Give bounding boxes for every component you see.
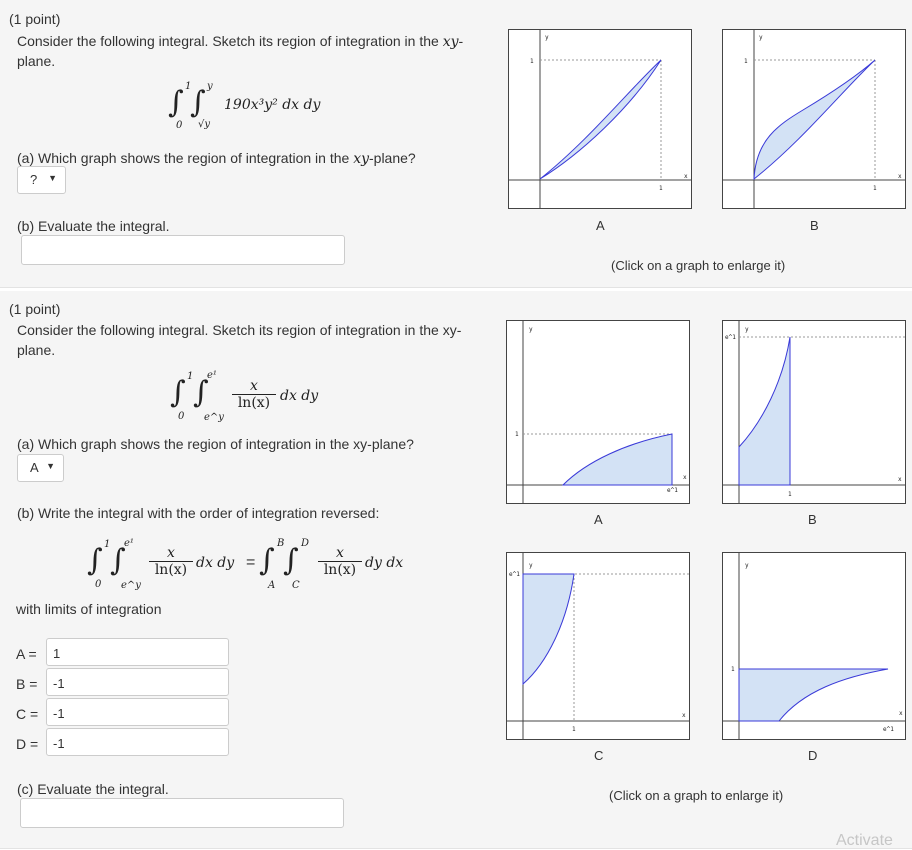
problem-2-part-b: (b) Write the integral with the order of integration reversed: bbox=[17, 505, 380, 521]
chevron-down-icon: ▼ bbox=[46, 461, 55, 471]
problem-1-enlarge-note: (Click on a graph to enlarge it) bbox=[611, 258, 786, 273]
problem-2-limits-label: with limits of integration bbox=[16, 601, 162, 617]
x-axis-label: x bbox=[898, 173, 902, 180]
limit-d-input[interactable]: -1 bbox=[46, 728, 229, 756]
problem-1-panel: (1 point) Consider the following integral. Sketch its region of integration in the xy- plane. ∫ 1 0 ∫ y √y 190x³y² dx dy (a) Which graph shows the region of integration in the xy-plane? ? ▼ (b) Evaluate the integral. y 1 1 x A y 1 1 x B (Click on a graph to enlarge it) bbox=[0, 0, 912, 288]
limit-c-label: C = bbox=[16, 706, 39, 722]
problem-1-graph-b[interactable] bbox=[722, 29, 906, 209]
problem-1-graph-a-label: A bbox=[596, 218, 605, 233]
problem-2-graph-a-label: A bbox=[594, 512, 603, 527]
svg-text:x: x bbox=[899, 710, 903, 717]
chevron-down-icon: ▼ bbox=[48, 173, 57, 183]
problem-1-prompt-line2: plane. bbox=[17, 53, 56, 69]
svg-text:y: y bbox=[745, 562, 749, 569]
svg-text:x: x bbox=[898, 476, 902, 483]
y-axis-label: y bbox=[759, 34, 763, 41]
problem-2-graph-c[interactable] bbox=[506, 552, 690, 740]
problem-2-panel: (1 point) Consider the following integral. Sketch its region of integration in the xy- plane. ∫ 1 0 ∫ e¹ e^y $\frac{x}{\ln(x)}$ dx dy (a) Which graph shows the region of integration in the xy-plane? A ▼ (b) Write the integral with the order of integration reversed: ∫ 1 0 ∫ e¹ e^y $\frac{x}{\ln(x)}$ dx dy = ∫ B A ∫ D C $\frac{x}{\ln(x)}$ dy dx with limits of integration A = 1 B = -1 C = -1 D = -1 (c) Evaluate the integral. y 1 e^1 x A y e^1 1 x B y e^1 1 x C y 1 e^1 x D (Click on a graph to enlarge it) bbox=[0, 291, 912, 849]
problem-2-graph-a[interactable] bbox=[506, 320, 690, 504]
problem-2-enlarge-note: (Click on a graph to enlarge it) bbox=[609, 788, 784, 803]
problem-2-part-a: (a) Which graph shows the region of integration in the xy-plane? bbox=[17, 436, 414, 452]
x-tick-label: 1 bbox=[659, 185, 663, 192]
x-axis-label: x bbox=[684, 173, 688, 180]
problem-1-prompt: Consider the following integral. Sketch its region of integration in the xy- bbox=[17, 33, 464, 50]
y-axis-label: y bbox=[545, 34, 549, 41]
svg-text:e^1: e^1 bbox=[725, 334, 736, 341]
problem-1-graph-b-label: B bbox=[810, 218, 819, 233]
problem-1-answer-input[interactable] bbox=[21, 235, 345, 265]
problem-2-graph-select[interactable]: A ▼ bbox=[17, 454, 64, 482]
svg-text:e^1: e^1 bbox=[509, 571, 520, 578]
limit-b-input[interactable]: -1 bbox=[46, 668, 229, 696]
limit-b-label: B = bbox=[16, 676, 38, 692]
svg-text:e^1: e^1 bbox=[667, 487, 678, 494]
problem-2-answer-input[interactable] bbox=[20, 798, 344, 828]
problem-1-graph-select[interactable]: ? ▼ bbox=[17, 166, 66, 194]
x-tick-label: 1 bbox=[873, 185, 877, 192]
problem-1-graph-a[interactable] bbox=[508, 29, 692, 209]
svg-text:1: 1 bbox=[515, 431, 519, 438]
problem-2-graph-b[interactable] bbox=[722, 320, 906, 504]
problem-2-graph-b-label: B bbox=[808, 512, 817, 527]
problem-2-graph-c-label: C bbox=[594, 748, 604, 763]
svg-text:x: x bbox=[683, 474, 687, 481]
limit-d-label: D = bbox=[16, 736, 39, 752]
svg-text:1: 1 bbox=[731, 666, 735, 673]
limit-a-input[interactable]: 1 bbox=[46, 638, 229, 666]
svg-text:1: 1 bbox=[788, 491, 792, 498]
limit-c-input[interactable]: -1 bbox=[46, 698, 229, 726]
svg-text:x: x bbox=[682, 712, 686, 719]
svg-text:y: y bbox=[745, 326, 749, 333]
problem-2-part-c: (c) Evaluate the integral. bbox=[17, 781, 169, 797]
y-tick-label: 1 bbox=[744, 58, 748, 65]
limit-a-label: A = bbox=[16, 646, 37, 662]
problem-1-points: (1 point) bbox=[9, 11, 61, 27]
problem-2-prompt-line2: plane. bbox=[17, 342, 56, 358]
svg-text:e^1: e^1 bbox=[883, 726, 894, 733]
svg-text:1: 1 bbox=[572, 726, 576, 733]
problem-2-graph-d[interactable] bbox=[722, 552, 906, 740]
problem-1-integrand: 190x³y² dx dy bbox=[224, 97, 321, 113]
activate-watermark: Activate bbox=[836, 832, 893, 849]
svg-text:y: y bbox=[529, 562, 533, 569]
problem-2-graph-d-label: D bbox=[808, 748, 818, 763]
problem-2-points: (1 point) bbox=[9, 301, 61, 317]
svg-text:y: y bbox=[529, 326, 533, 333]
y-tick-label: 1 bbox=[530, 58, 534, 65]
problem-1-part-a: (a) Which graph shows the region of integration in the xy-plane? bbox=[17, 150, 416, 167]
problem-1-part-b: (b) Evaluate the integral. bbox=[17, 218, 170, 234]
problem-2-prompt: Consider the following integral. Sketch its region of integration in the xy- bbox=[17, 322, 462, 338]
